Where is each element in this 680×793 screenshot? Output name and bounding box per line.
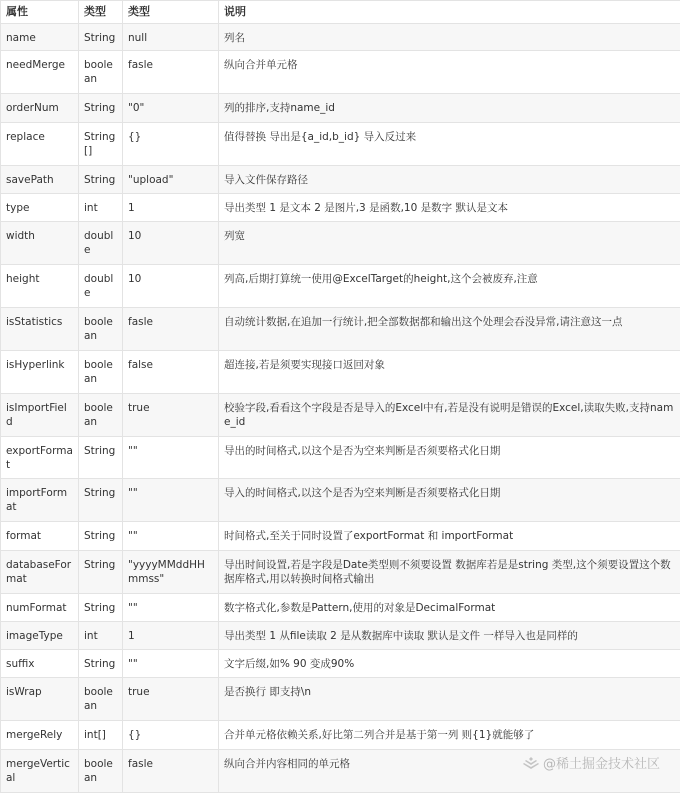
table-row (1, 123, 680, 166)
cell-default: "yyyyMMddHHmmss" (123, 551, 219, 594)
cell-attribute: mergeRely (1, 721, 79, 750)
cell-attribute: importFormat (1, 479, 79, 522)
cell-default: "" (123, 650, 219, 678)
table-row (1, 24, 680, 51)
cell-default: null (123, 24, 219, 51)
cell-type: String (79, 94, 123, 123)
cell-type: double (79, 222, 123, 265)
cell-type: double (79, 265, 123, 308)
cell-attribute: width (1, 222, 79, 265)
cell-type: String (79, 166, 123, 194)
cell-default: false (123, 351, 219, 394)
table-row (1, 94, 680, 123)
cell-type: boolean (79, 308, 123, 351)
cell-description: 导入文件保存路径 (219, 166, 680, 194)
table-row (1, 166, 680, 194)
cell-attribute: isHyperlink (1, 351, 79, 394)
cell-default: "" (123, 479, 219, 522)
cell-description: 列高,后期打算统一使用@ExcelTarget的height,这个会被废弃,注意 (219, 265, 680, 308)
cell-default: fasle (123, 51, 219, 94)
table-row (1, 51, 680, 94)
cell-default: "" (123, 437, 219, 479)
header-default: 类型 (123, 1, 219, 24)
cell-type: boolean (79, 351, 123, 394)
cell-default: {} (123, 123, 219, 166)
header-description: 说明 (219, 1, 680, 24)
cell-type: String (79, 437, 123, 479)
table-row (1, 551, 680, 594)
cell-attribute: numFormat (1, 594, 79, 622)
cell-description: 合并单元格依赖关系,好比第二列合并是基于第一列 则{1}就能够了 (219, 721, 680, 750)
cell-default: true (123, 678, 219, 721)
cell-type: boolean (79, 51, 123, 94)
cell-attribute: exportFormat (1, 437, 79, 479)
cell-attribute: name (1, 24, 79, 51)
cell-description: 列宽 (219, 222, 680, 265)
table-row (1, 678, 680, 721)
cell-type: boolean (79, 394, 123, 437)
cell-description: 导出类型 1 从file读取 2 是从数据库中读取 默认是文件 一样导入也是同样的 (219, 622, 680, 650)
cell-attribute: height (1, 265, 79, 308)
table-row (1, 351, 680, 394)
cell-default: 10 (123, 265, 219, 308)
table-row (1, 265, 680, 308)
table-row (1, 308, 680, 351)
cell-default: true (123, 394, 219, 437)
cell-attribute: databaseFormat (1, 551, 79, 594)
cell-default: "" (123, 594, 219, 622)
cell-description: 列的排序,支持name_id (219, 94, 680, 123)
cell-description: 超连接,若是须要实现接口返回对象 (219, 351, 680, 394)
cell-attribute: savePath (1, 166, 79, 194)
watermark (523, 753, 660, 772)
juejin-logo-icon (523, 755, 539, 771)
cell-default: 1 (123, 622, 219, 650)
cell-description: 文字后缀,如% 90 变成90% (219, 650, 680, 678)
cell-type: String (79, 650, 123, 678)
cell-attribute: isImportField (1, 394, 79, 437)
cell-attribute: type (1, 194, 79, 222)
cell-description: 时间格式,至关于同时设置了exportFormat 和 importFormat (219, 522, 680, 551)
cell-attribute: isWrap (1, 678, 79, 721)
cell-description: 自动统计数据,在追加一行统计,把全部数据都和输出这个处理会吞没异常,请注意这一点 (219, 308, 680, 351)
cell-description: 数字格式化,参数是Pattern,使用的对象是DecimalFormat (219, 594, 680, 622)
cell-description: 纵向合并单元格 (219, 51, 680, 94)
cell-default: "" (123, 522, 219, 551)
cell-default: 10 (123, 222, 219, 265)
cell-description: 导出类型 1 是文本 2 是图片,3 是函数,10 是数字 默认是文本 (219, 194, 680, 222)
cell-description: 纵向合并内容相同的单元格 (219, 750, 680, 793)
cell-type: String (79, 24, 123, 51)
table-row (1, 721, 680, 750)
cell-attribute: format (1, 522, 79, 551)
cell-description: 值得替换 导出是{a_id,b_id} 导入反过来 (219, 123, 680, 166)
table-row (1, 479, 680, 522)
table-row (1, 222, 680, 265)
cell-type: int[] (79, 721, 123, 750)
cell-type: boolean (79, 750, 123, 793)
cell-default: fasle (123, 308, 219, 351)
cell-attribute: suffix (1, 650, 79, 678)
cell-type: String (79, 551, 123, 594)
table-row (1, 650, 680, 678)
cell-attribute: isStatistics (1, 308, 79, 351)
cell-description: 导入的时间格式,以这个是否为空来判断是否须要格式化日期 (219, 479, 680, 522)
table-header-row (1, 1, 680, 24)
table-row (1, 622, 680, 650)
cell-default: fasle (123, 750, 219, 793)
cell-description: 校验字段,看看这个字段是否是导入的Excel中有,若是没有说明是错误的Excel,读取失败,支持name_id (219, 394, 680, 437)
cell-description: 列名 (219, 24, 680, 51)
cell-attribute: needMerge (1, 51, 79, 94)
cell-default: "upload" (123, 166, 219, 194)
cell-type: int (79, 194, 123, 222)
cell-attribute: replace (1, 123, 79, 166)
header-attribute: 属性 (1, 1, 79, 24)
cell-type: String[] (79, 123, 123, 166)
table-row (1, 437, 680, 479)
table-row (1, 594, 680, 622)
header-type: 类型 (79, 1, 123, 24)
cell-description: 导出的时间格式,以这个是否为空来判断是否须要格式化日期 (219, 437, 680, 479)
cell-default: "0" (123, 94, 219, 123)
table-row (1, 522, 680, 551)
cell-type: int (79, 622, 123, 650)
cell-default: 1 (123, 194, 219, 222)
cell-type: String (79, 594, 123, 622)
table-row (1, 194, 680, 222)
table-row (1, 394, 680, 437)
cell-type: boolean (79, 678, 123, 721)
cell-attribute: orderNum (1, 94, 79, 123)
watermark-text: @稀土掘金技术社区 (543, 753, 660, 772)
cell-type: String (79, 479, 123, 522)
cell-type: String (79, 522, 123, 551)
cell-attribute: mergeVertical (1, 750, 79, 793)
cell-description: 导出时间设置,若是字段是Date类型则不须要设置 数据库若是是string 类型,这个须要设置这个数据库格式,用以转换时间格式输出 (219, 551, 680, 594)
cell-description: 是否换行 即支持\n (219, 678, 680, 721)
cell-default: {} (123, 721, 219, 750)
cell-attribute: imageType (1, 622, 79, 650)
